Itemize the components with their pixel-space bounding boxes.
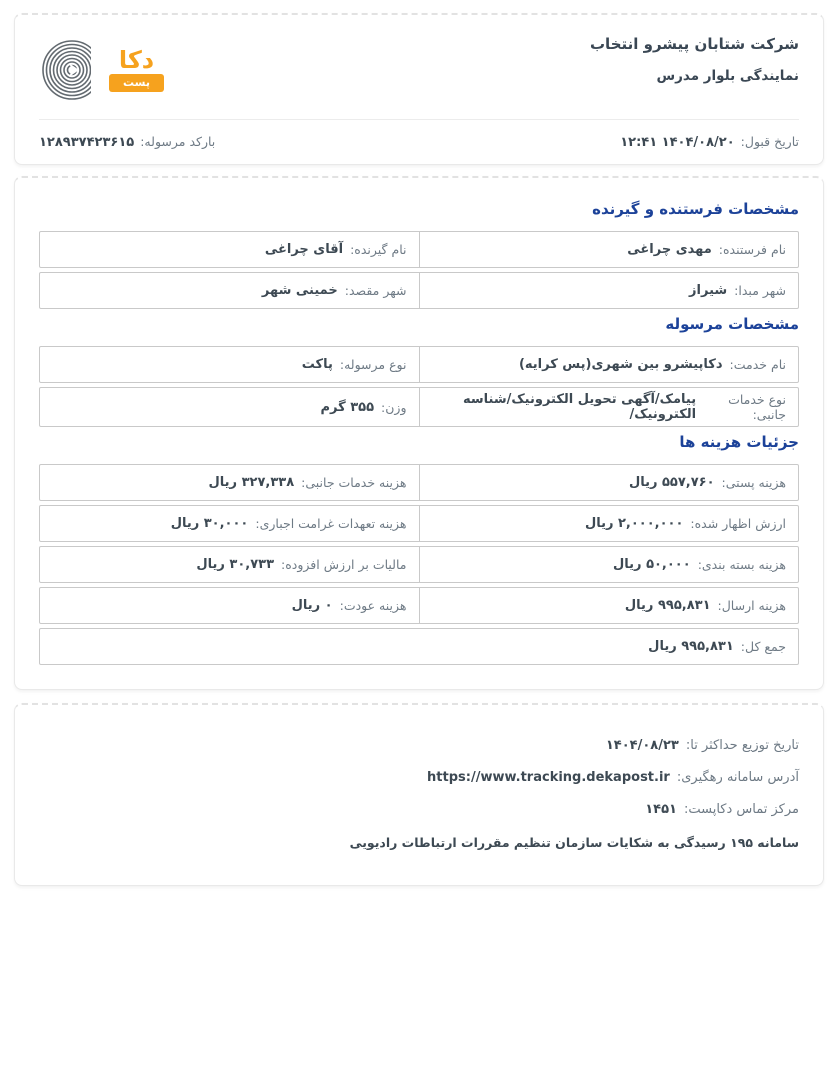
accept-date-value: ۱۴۰۴/۰۸/۲۰ ۱۲:۴۱ xyxy=(620,135,735,150)
field-value: ۹۹۵,۸۳۱ ریال xyxy=(624,598,711,613)
dekapost-logo xyxy=(39,37,164,103)
field-label: هزینه خدمات جانبی: xyxy=(301,475,407,490)
field-value: ۱۴۵۱ xyxy=(645,802,677,818)
field-label: نام گیرنده: xyxy=(350,242,407,257)
table-row xyxy=(39,464,799,501)
field-label: هزینه عودت: xyxy=(339,598,407,613)
field-value: شیراز xyxy=(689,283,728,298)
field-label: هزینه بسته بندی: xyxy=(697,557,786,572)
table-row xyxy=(39,346,799,383)
field-postal-cost xyxy=(419,465,799,500)
company-name: شرکت شتابان پیشرو انتخاب xyxy=(589,35,799,53)
field-packaging-cost xyxy=(419,547,799,582)
field-value: ۱۴۰۴/۰۸/۲۳ xyxy=(605,738,679,753)
table-row xyxy=(39,272,799,309)
field-value: دکاپیشرو بین شهری(پس کرایه) xyxy=(518,357,723,372)
field-value: خمینی شهر xyxy=(261,283,338,298)
field-declared-value xyxy=(419,506,799,541)
field-shipping-cost xyxy=(419,588,799,623)
costs-table xyxy=(39,464,799,665)
field-value: مهدی چراغی xyxy=(627,242,712,257)
field-label: هزینه تعهدات غرامت اجباری: xyxy=(255,516,407,531)
field-value: ۲,۰۰۰,۰۰۰ ریال xyxy=(584,516,684,531)
contact-center-line xyxy=(39,801,799,819)
field-return-cost xyxy=(40,588,419,623)
field-label: ارزش اظهار شده: xyxy=(690,516,786,531)
complaints-notice xyxy=(39,834,799,852)
logo-post-badge: پست xyxy=(109,74,164,92)
field-label: آدرس سامانه رهگیری: xyxy=(676,770,799,786)
section-title-shipment: مشخصات مرسوله xyxy=(665,315,799,333)
field-label: مرکز تماس دکاپست: xyxy=(683,802,799,818)
field-label: نام فرستنده: xyxy=(718,242,786,257)
field-sender-name xyxy=(419,232,799,267)
total-row xyxy=(39,628,799,665)
accept-date-label: تاریخ قبول: xyxy=(740,134,799,149)
field-value: ۳۰,۷۳۳ ریال xyxy=(196,557,275,572)
parcel-barcode xyxy=(39,134,215,150)
field-label: مالیات بر ارزش افزوده: xyxy=(281,557,407,572)
company-agency: نمایندگی بلوار مدرس xyxy=(656,68,799,84)
field-label: نام خدمت: xyxy=(729,357,786,372)
parties-table xyxy=(39,231,799,309)
field-parcel-type xyxy=(40,347,419,382)
field-value: ۵۰,۰۰۰ ریال xyxy=(613,557,691,572)
header-top xyxy=(39,35,799,103)
receipt-footer-card xyxy=(14,703,824,886)
field-value: ۳۲۷,۳۳۸ ریال xyxy=(208,475,295,490)
accept-date xyxy=(620,134,799,150)
field-value: ۹۹۵,۸۳۱ ریال xyxy=(648,639,734,654)
field-value: پاکت xyxy=(301,357,333,372)
field-vat xyxy=(40,547,419,582)
logo-text xyxy=(109,45,164,92)
field-value: ۳۰,۰۰۰ ریال xyxy=(170,516,249,531)
table-row xyxy=(39,505,799,542)
max-delivery-date xyxy=(39,737,799,755)
company-block xyxy=(590,35,799,84)
barcode-value: ۱۲۸۹۳۷۴۲۳۶۱۵ xyxy=(39,135,135,150)
field-compensation-cost xyxy=(40,506,419,541)
field-weight xyxy=(40,388,419,426)
field-side-services xyxy=(419,388,799,426)
tracking-url-line xyxy=(39,769,799,787)
receipt-details-card xyxy=(14,176,824,690)
field-label: شهر مبدا: xyxy=(734,283,786,298)
table-row xyxy=(39,587,799,624)
field-label: هزینه ارسال: xyxy=(717,598,786,613)
field-receiver-name xyxy=(40,232,419,267)
shipment-table xyxy=(39,346,799,427)
field-origin-city xyxy=(419,273,799,308)
spiral-icon xyxy=(39,37,105,103)
field-label: شهر مقصد: xyxy=(344,283,407,298)
logo-brand-text: دکا xyxy=(118,45,155,74)
field-label: جمع کل: xyxy=(740,639,786,654)
field-label: نوع مرسوله: xyxy=(339,357,407,372)
table-row xyxy=(39,387,799,427)
table-row xyxy=(39,546,799,583)
field-label: وزن: xyxy=(381,399,407,415)
field-value: پیامک/آگهی تحویل الکترونیک/شناسه الکترونیک/ xyxy=(462,392,697,422)
field-value: ۳۵۵ گرم xyxy=(320,399,375,415)
field-side-services-cost xyxy=(40,465,419,500)
section-title-costs: جزئیات هزینه ها xyxy=(679,433,799,451)
header-meta-row xyxy=(39,120,799,150)
field-label: تاریخ توزیع حداکثر تا: xyxy=(685,738,799,753)
field-value: ۵۵۷,۷۶۰ ریال xyxy=(628,475,715,490)
field-value: ۰ ریال xyxy=(291,598,333,613)
notice-text: سامانه ۱۹۵ رسیدگی به شکایات سازمان تنظیم مقررات ارتباطات رادیویی xyxy=(349,834,799,850)
field-service-name xyxy=(419,347,799,382)
section-title-parties: مشخصات فرستنده و گیرنده xyxy=(592,200,799,218)
barcode-label: بارکد مرسوله: xyxy=(140,134,216,149)
field-label: هزینه پستی: xyxy=(721,475,786,490)
field-destination-city xyxy=(40,273,419,308)
field-label: نوع خدمات جانبی: xyxy=(728,392,786,422)
field-value: آقای چراغی xyxy=(264,242,344,257)
tracking-url: https://www.tracking.dekapost.ir xyxy=(427,770,670,786)
field-grand-total xyxy=(40,629,798,664)
receipt-header-card xyxy=(14,13,824,165)
table-row xyxy=(39,231,799,268)
